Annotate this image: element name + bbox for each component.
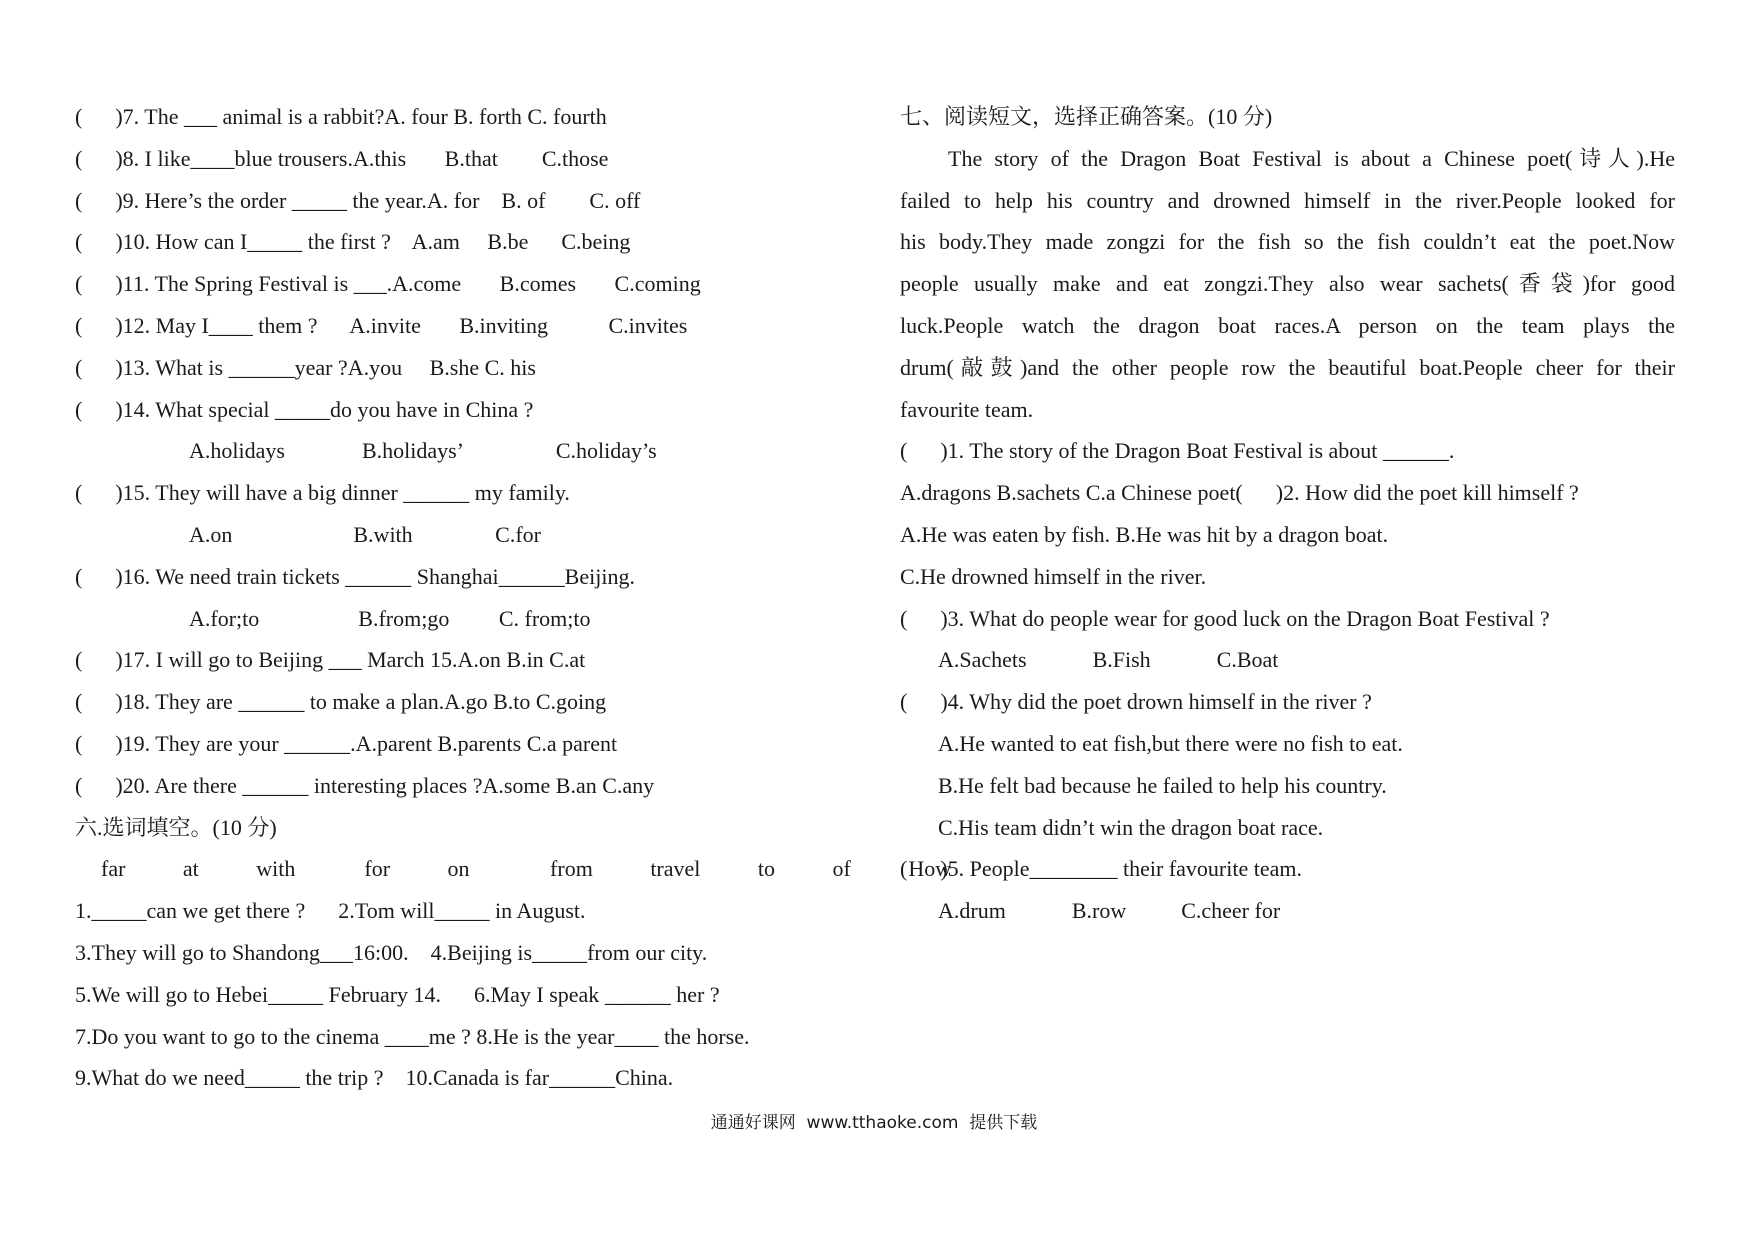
passage-line: people usually make and eat zongzi.They also wear sachets(香袋)for good xyxy=(900,271,1675,297)
question-19: ( )19. They are your ______.A.parent B.parents C.a parent xyxy=(75,730,618,756)
page-footer: 通通好课网 www.tthaoke.com 提供下载 xyxy=(710,1113,1038,1133)
passage-line: drum(敲鼓)and the other people row the beautiful boat.People cheer for their xyxy=(900,354,1675,380)
left-column xyxy=(75,96,952,1099)
reading-question-2-option: A.He was eaten by fish. B.He was hit by a dragon boat. xyxy=(900,521,1389,547)
question-18: ( )18. They are ______ to make a plan.A.go B.to C.going xyxy=(75,689,607,715)
reading-question-3-options: A.Sachets B.Fish C.Boat xyxy=(938,647,1279,673)
fill-blank-line: 7.Do you want to go to the cinema ____me ? 8.He is the year____ the horse. xyxy=(75,1023,750,1049)
question-15-options: A.on B.with C.for xyxy=(189,521,541,547)
reading-question-4-option: C.His team didn’t win the dragon boat race. xyxy=(938,814,1324,840)
reading-passage xyxy=(900,138,1675,431)
question-14-options: A.holidays B.holidays’ C.holiday’s xyxy=(189,438,657,464)
passage-line: his body.They made zongzi for the fish so the fish couldn’t eat the poet.Now xyxy=(900,229,1675,255)
reading-question-5-options: A.drum B.row C.cheer for xyxy=(938,898,1281,924)
fill-blank-line: 1._____can we get there ? 2.Tom will_____ in August. xyxy=(75,898,586,924)
passage-line: The story of the Dragon Boat Festival is about a Chinese poet(诗人).He xyxy=(948,145,1675,171)
question-20: ( )20. Are there ______ interesting places ?A.some B.an C.any xyxy=(75,772,655,798)
reading-question-3: ( )3. What do people wear for good luck on the Dragon Boat Festival ? xyxy=(900,605,1550,631)
reading-questions xyxy=(900,430,1675,932)
part6-heading: 六.选词填空。(10 分) xyxy=(75,814,277,840)
fill-blank-line: 3.They will go to Shandong___16:00. 4.Beijing is_____from our city. xyxy=(75,939,708,965)
reading-question-4-option: B.He felt bad because he failed to help his country. xyxy=(938,772,1387,798)
reading-question-4-option: A.He wanted to eat fish,but there were no fish to eat. xyxy=(938,730,1403,756)
question-16-options: A.for;to B.from;go C. from;to xyxy=(189,605,591,631)
passage-line: favourite team. xyxy=(900,396,1034,422)
passage-line: luck.People watch the dragon boat races.A person on the team plays the xyxy=(900,312,1675,338)
question-14: ( )14. What special _____do you have in China ? xyxy=(75,396,534,422)
word-bank: far at with for on from travel to of How xyxy=(101,856,952,882)
question-16: ( )16. We need train tickets ______ Shanghai______Beijing. xyxy=(75,563,635,589)
reading-question-4: ( )4. Why did the poet drown himself in the river ? xyxy=(900,689,1372,715)
part6-items xyxy=(75,890,865,1099)
reading-question-2: A.dragons B.sachets C.a Chinese poet( )2. How did the poet kill himself ? xyxy=(900,480,1579,506)
question-9: ( )9. Here’s the order _____ the year.A. for B. of C. off xyxy=(75,187,641,213)
part5-questions xyxy=(75,96,865,807)
question-12: ( )12. May I____ them ? A.invite B.inviting C.invites xyxy=(75,312,688,338)
reading-question-1: ( )1. The story of the Dragon Boat Festival is about ______. xyxy=(900,438,1455,464)
question-8: ( )8. I like____blue trousers.A.this B.that C.those xyxy=(75,145,609,171)
question-15: ( )15. They will have a big dinner ______ my family. xyxy=(75,480,570,506)
passage-line: failed to help his country and drowned himself in the river.People looked for xyxy=(900,187,1675,213)
reading-question-5: ( )5. People________ their favourite team. xyxy=(900,856,1303,882)
question-10: ( )10. How can I_____ the first ? A.am B.be C.being xyxy=(75,229,631,255)
question-11: ( )11. The Spring Festival is ___.A.come B.comes C.coming xyxy=(75,271,701,297)
question-17: ( )17. I will go to Beijing ___ March 15.A.on B.in C.at xyxy=(75,647,586,673)
question-13: ( )13. What is ______year ?A.you B.she C. his xyxy=(75,354,536,380)
right-column xyxy=(900,96,1675,932)
reading-question-2-option: C.He drowned himself in the river. xyxy=(900,563,1207,589)
question-7: ( )7. The ___ animal is a rabbit?A. four B. forth C. fourth xyxy=(75,104,607,129)
part7-heading: 七、阅读短文，选择正确答案。(10 分) xyxy=(900,104,1273,129)
fill-blank-line: 9.What do we need_____ the trip ? 10.Canada is far______China. xyxy=(75,1065,674,1091)
fill-blank-line: 5.We will go to Hebei_____ February 14. 6.May I speak ______ her ? xyxy=(75,981,720,1007)
